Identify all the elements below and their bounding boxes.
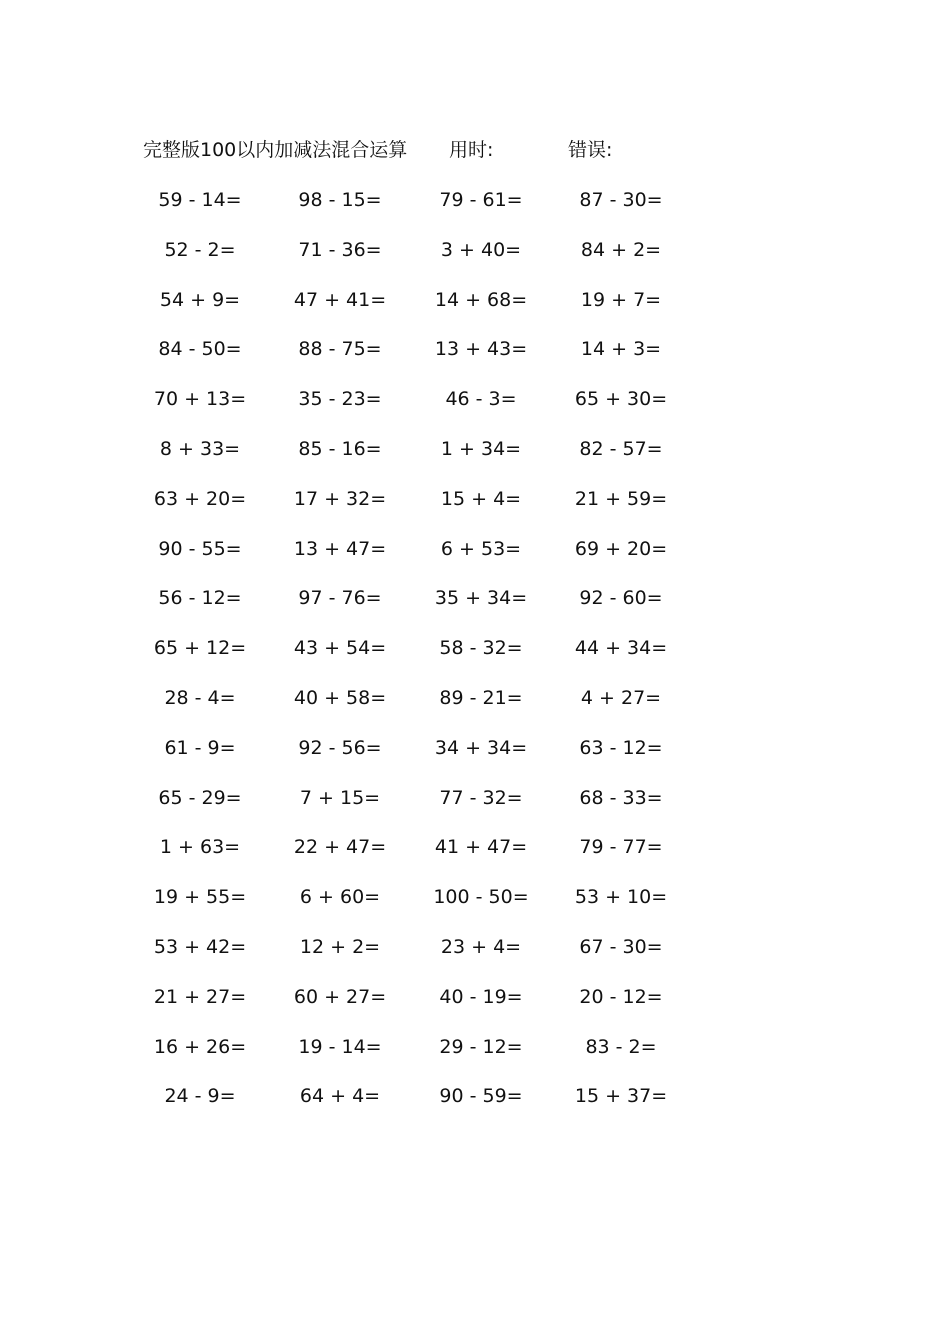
problem-item: 64 + 4=	[299, 1085, 381, 1108]
problem-item: 69 + 20=	[574, 537, 668, 560]
problem-item: 84 + 2=	[580, 238, 662, 261]
problem-row	[130, 932, 690, 982]
problem-row	[130, 484, 690, 534]
problem-item: 35 + 34=	[434, 587, 528, 610]
problem-item: 4 + 27=	[580, 686, 662, 709]
problem-item: 56 - 12=	[158, 587, 242, 610]
problem-row	[130, 783, 690, 833]
problem-item: 14 + 68=	[434, 288, 528, 311]
problem-item: 29 - 12=	[439, 1035, 523, 1058]
problem-row	[130, 1032, 690, 1082]
problem-item: 88 - 75=	[298, 338, 382, 361]
problem-item: 65 - 29=	[158, 786, 242, 809]
problem-item: 46 - 3=	[445, 388, 517, 411]
problem-row	[130, 982, 690, 1032]
problem-item: 89 - 21=	[439, 686, 523, 709]
problem-item: 21 + 59=	[574, 487, 668, 510]
problem-grid	[130, 185, 690, 1131]
errors-label: 错误:	[568, 139, 613, 161]
problem-item: 53 + 42=	[153, 935, 247, 958]
problem-row	[130, 185, 690, 235]
problem-row	[130, 285, 690, 335]
problem-item: 53 + 10=	[574, 886, 668, 909]
problem-item: 40 + 58=	[293, 686, 387, 709]
problem-row	[130, 1081, 690, 1131]
problem-item: 43 + 54=	[293, 637, 387, 660]
problem-item: 82 - 57=	[579, 437, 663, 460]
problem-item: 83 - 2=	[585, 1035, 657, 1058]
problem-item: 12 + 2=	[299, 935, 381, 958]
problem-item: 3 + 40=	[440, 238, 522, 261]
problem-item: 7 + 15=	[299, 786, 381, 809]
problem-item: 47 + 41=	[293, 288, 387, 311]
problem-item: 41 + 47=	[434, 836, 528, 859]
problem-item: 97 - 76=	[298, 587, 382, 610]
problem-item: 60 + 27=	[293, 985, 387, 1008]
problem-item: 90 - 55=	[158, 537, 242, 560]
problem-item: 54 + 9=	[159, 288, 241, 311]
problem-item: 65 + 12=	[153, 637, 247, 660]
problem-item: 15 + 4=	[440, 487, 522, 510]
problem-item: 84 - 50=	[158, 338, 242, 361]
problem-item: 63 + 20=	[153, 487, 247, 510]
problem-item: 8 + 33=	[159, 437, 241, 460]
problem-item: 6 + 60=	[299, 886, 381, 909]
problem-row	[130, 384, 690, 434]
problem-row	[130, 633, 690, 683]
problem-item: 90 - 59=	[439, 1085, 523, 1108]
problem-item: 16 + 26=	[153, 1035, 247, 1058]
problem-item: 79 - 77=	[579, 836, 663, 859]
problem-item: 98 - 15=	[298, 189, 382, 211]
problem-item: 1 + 63=	[159, 836, 241, 859]
problem-item: 19 + 7=	[580, 288, 662, 311]
problem-item: 13 + 47=	[293, 537, 387, 560]
problem-row	[130, 733, 690, 783]
problem-row	[130, 534, 690, 584]
time-used-label: 用时:	[449, 139, 494, 161]
problem-item: 100 - 50=	[433, 886, 529, 909]
problem-item: 68 - 33=	[579, 786, 663, 809]
problem-item: 44 + 34=	[574, 637, 668, 660]
problem-item: 19 - 14=	[298, 1035, 382, 1058]
problem-item: 24 - 9=	[164, 1085, 236, 1108]
problem-item: 70 + 13=	[153, 388, 247, 411]
problem-item: 15 + 37=	[574, 1085, 668, 1108]
problem-item: 92 - 56=	[298, 736, 382, 759]
problem-item: 85 - 16=	[298, 437, 382, 460]
problem-item: 20 - 12=	[579, 985, 663, 1008]
problem-item: 22 + 47=	[293, 836, 387, 859]
problem-row	[130, 583, 690, 633]
problem-item: 59 - 14=	[158, 189, 242, 211]
problem-item: 14 + 3=	[580, 338, 662, 361]
problem-item: 52 - 2=	[164, 238, 236, 261]
problem-row	[130, 235, 690, 285]
problem-row	[130, 334, 690, 384]
problem-item: 34 + 34=	[434, 736, 528, 759]
problem-item: 21 + 27=	[153, 985, 247, 1008]
problem-item: 19 + 55=	[153, 886, 247, 909]
problem-item: 77 - 32=	[439, 786, 523, 809]
problem-item: 28 - 4=	[164, 686, 236, 709]
problem-row	[130, 434, 690, 484]
problem-item: 61 - 9=	[164, 736, 236, 759]
problem-row	[130, 832, 690, 882]
problem-item: 6 + 53=	[440, 537, 522, 560]
problem-item: 1 + 34=	[440, 437, 522, 460]
problem-row	[130, 882, 690, 932]
worksheet-title: 完整版100以内加减法混合运算	[143, 139, 408, 161]
problem-item: 63 - 12=	[579, 736, 663, 759]
problem-item: 71 - 36=	[298, 238, 382, 261]
problem-item: 65 + 30=	[574, 388, 668, 411]
problem-item: 92 - 60=	[579, 587, 663, 610]
problem-item: 58 - 32=	[439, 637, 523, 660]
problem-item: 23 + 4=	[440, 935, 522, 958]
problem-item: 40 - 19=	[439, 985, 523, 1008]
problem-row	[130, 683, 690, 733]
problem-item: 13 + 43=	[434, 338, 528, 361]
problem-item: 35 - 23=	[298, 388, 382, 411]
problem-item: 87 - 30=	[579, 189, 663, 211]
problem-item: 17 + 32=	[293, 487, 387, 510]
problem-item: 79 - 61=	[439, 189, 523, 211]
problem-item: 67 - 30=	[579, 935, 663, 958]
